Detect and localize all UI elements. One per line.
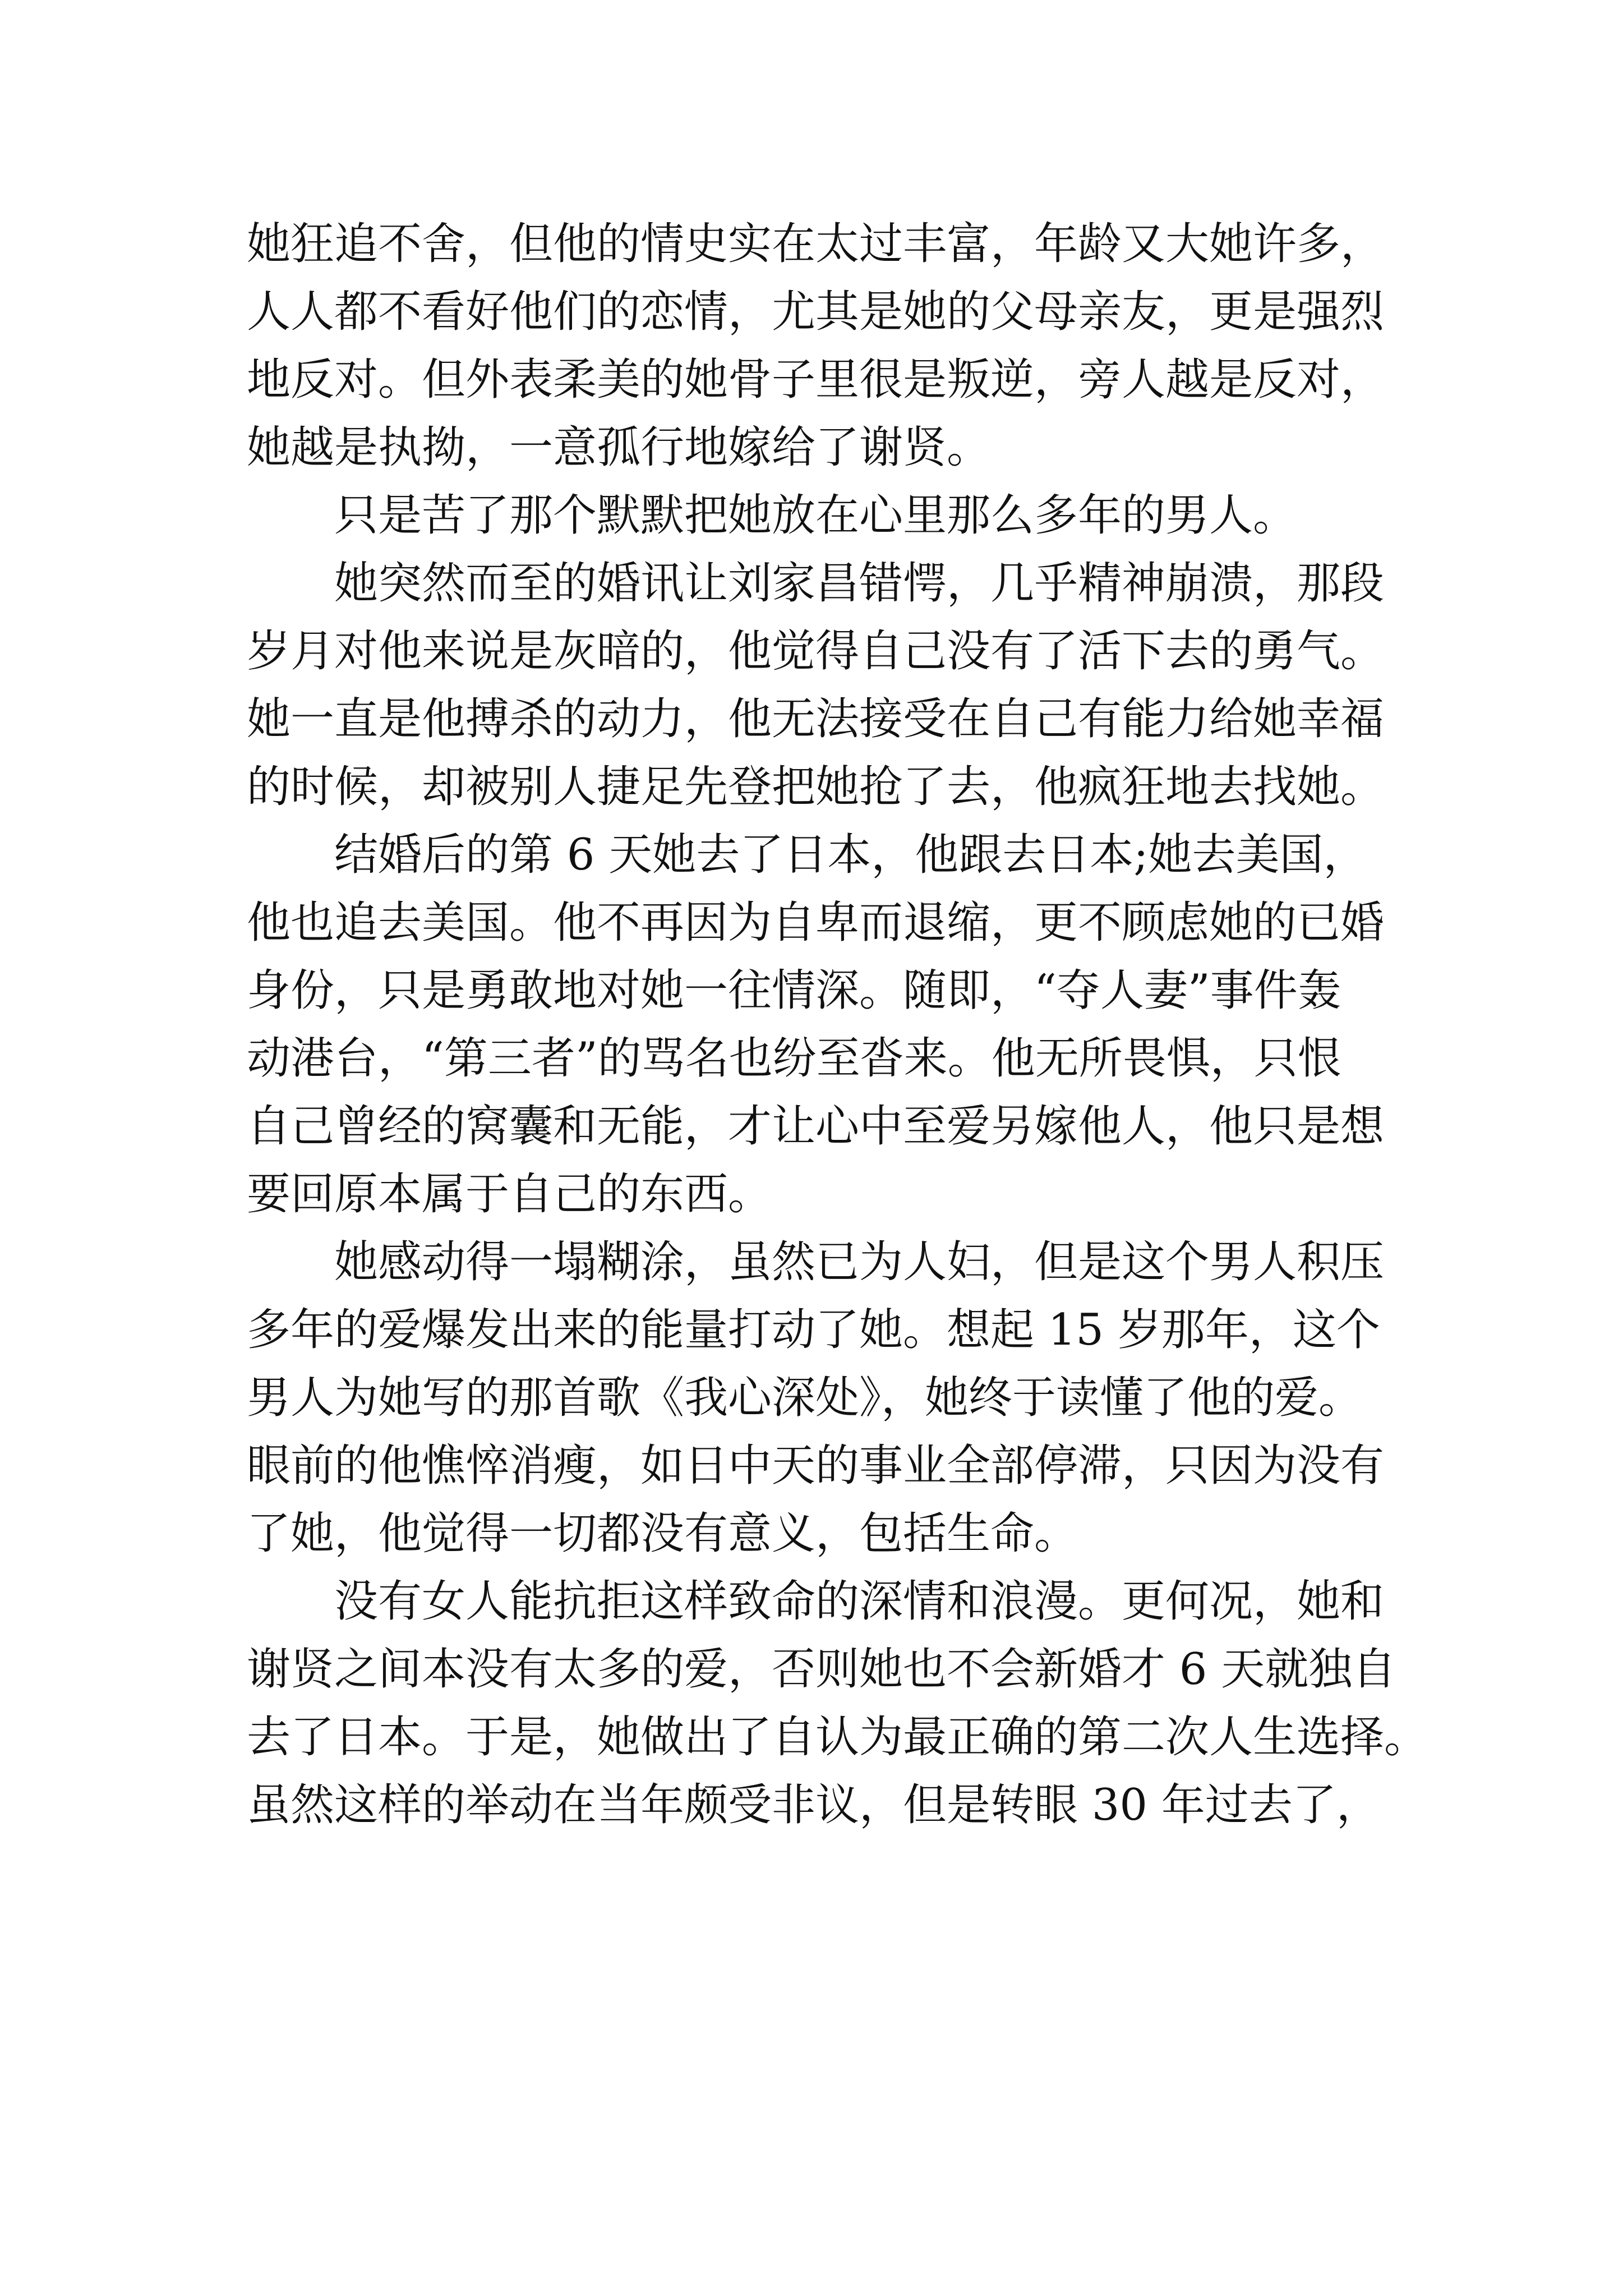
article-body: [247, 210, 1428, 1839]
text-line: 自己曾经的窝囊和无能，才让心中至爱另嫁他人，他只是想: [247, 1101, 1385, 1152]
text-line: 她狂追不舍，但他的情史实在太过丰富，年龄又大她许多，: [247, 219, 1385, 269]
text-line: 岁月对他来说是灰暗的，他觉得自己没有了活下去的勇气。: [247, 626, 1385, 677]
text-line: 的时候，却被别人捷足先登把她抢了去，他疯狂地去找她。: [247, 762, 1385, 812]
text-line: 身份，只是勇敢地对她一往情深。随即，“夺人妻”事件轰: [247, 965, 1341, 1016]
text-line: 人人都不看好他们的恋情，尤其是她的父母亲友，更是强烈: [247, 287, 1385, 337]
text-line: 他也追去美国。他不再因为自卑而退缩，更不顾虑她的已婚: [247, 898, 1385, 948]
text-line: 只是苦了那个默默把她放在心里那么多年的男人。: [334, 490, 1297, 541]
text-line: 她感动得一塌糊涂，虽然已为人妇，但是这个男人积压: [334, 1237, 1385, 1287]
text-line: 去了日本。于是，她做出了自认为最正确的第二次人生选择。: [247, 1712, 1428, 1763]
text-line: 动港台，“第三者”的骂名也纷至沓来。他无所畏惧，只恨: [247, 1033, 1341, 1084]
text-line: 多年的爱爆发出来的能量打动了她。想起 15 岁那年，这个: [247, 1305, 1380, 1355]
text-line: 她一直是他搏杀的动力，他无法接受在自己有能力给她幸福: [247, 694, 1385, 744]
text-line: 要回原本属于自己的东西。: [247, 1169, 772, 1220]
text-line: 地反对。但外表柔美的她骨子里很是叛逆，旁人越是反对，: [247, 355, 1385, 405]
text-line: 了她，他觉得一切都没有意义，包括生命。: [247, 1508, 1078, 1559]
text-line: 谢贤之间本没有太多的爱，否则她也不会新婚才 6 天就独自: [247, 1644, 1396, 1695]
text-line: 没有女人能抗拒这样致命的深情和浪漫。更何况，她和: [334, 1576, 1385, 1627]
text-line: 眼前的他憔悴消瘦，如日中天的事业全部停滞，只因为没有: [247, 1441, 1385, 1491]
text-line: 男人为她写的那首歌《我心深处》，她终于读懂了他的爱。: [247, 1373, 1363, 1423]
text-line: 她突然而至的婚讯让刘家昌错愕，几乎精神崩溃，那段: [334, 558, 1385, 609]
text-line: 她越是执拗，一意孤行地嫁给了谢贤。: [247, 422, 991, 473]
text-line: 结婚后的第 6 天她去了日本，他跟去日本;她去美国，: [334, 830, 1367, 880]
text-line: 虽然这样的举动在当年颇受非议，但是转眼 30 年过去了，: [247, 1780, 1380, 1830]
